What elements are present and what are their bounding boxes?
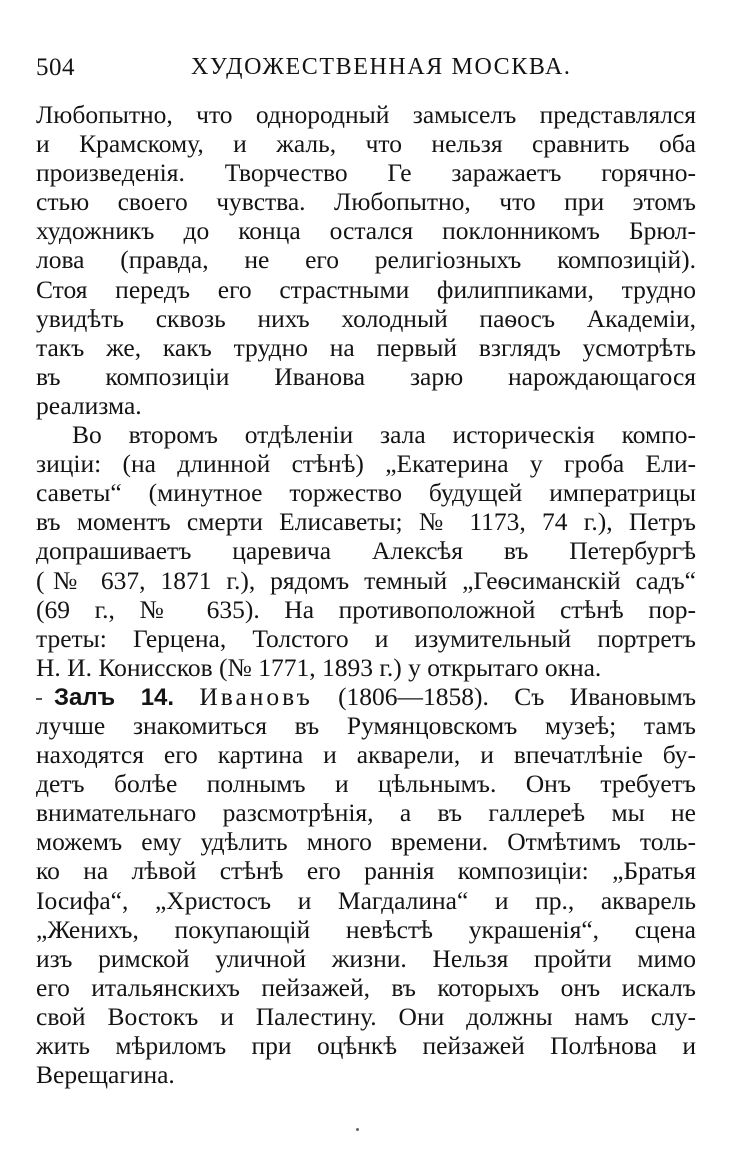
running-title: ХУДОЖЕСТВЕННАЯ МОСКВА. bbox=[191, 54, 572, 80]
text-line: находятся его картина и акварели, и впечатлѣніе бу- bbox=[36, 740, 696, 770]
text-line: и Крамскому, и жаль, что нельзя сравнить оба bbox=[36, 129, 696, 159]
paragraph-hall-14 bbox=[36, 682, 696, 1089]
text-line: (69 г., № 635). На противоположной стѣнѣ пор- bbox=[36, 594, 696, 624]
text-line: Верещагина. bbox=[36, 1060, 175, 1090]
text-line: Іосифа“, „Христосъ и Магдалина“ и пр., акварель bbox=[36, 885, 696, 915]
text-line: детъ болѣе полнымъ и цѣльнымъ. Онъ требуетъ bbox=[36, 769, 696, 799]
text-line: (№ 637, 1871 г.), рядомъ темный „Геѳсиманскій садъ“ bbox=[36, 565, 696, 595]
text-line: стью своего чувства. Любопытно, что при этомъ bbox=[36, 187, 696, 217]
text-line: треты: Герцена, Толстого и изумительный портретъ bbox=[36, 623, 696, 653]
text-line: зиціи: (на длинной стѣнѣ) „Екатерина у гроба Ели- bbox=[36, 449, 696, 479]
text-line: допрашиваетъ царевича Алексѣя въ Петербургѣ bbox=[36, 536, 696, 566]
text-line: увидѣть сквозь нихъ холодный паѳосъ Академіи, bbox=[36, 303, 696, 333]
page-header bbox=[36, 54, 696, 88]
text-line: лучше знакомиться въ Румянцовскомъ музеѣ; тамъ bbox=[36, 710, 696, 740]
text-line: изъ римской уличной жизни. Нельзя пройти мимо bbox=[36, 943, 696, 973]
body-text bbox=[36, 100, 696, 1089]
text-line: внимательнаго разсмотрѣнія, а въ галлереѣ мы не bbox=[36, 798, 696, 828]
text-line: можемъ ему удѣлить много времени. Отмѣтимъ толь- bbox=[36, 827, 696, 857]
text-line: Стоя передъ его страстными филиппиками, трудно bbox=[36, 274, 696, 304]
text-line: саветы“ (минутное торжество будущей императрицы bbox=[36, 478, 696, 508]
paragraph-second-section bbox=[36, 420, 696, 682]
text-line: лова (правда, не его религіозныхъ композицій). bbox=[36, 245, 696, 275]
page-number: 504 bbox=[36, 54, 75, 81]
text-line: ко на лѣвой стѣнѣ его раннія композиціи: „Братья bbox=[36, 856, 696, 886]
text-line: „Женихъ, покупающій невѣстѣ украшенія“, сцена bbox=[36, 914, 696, 944]
text-line: произведенія. Творчество Ге заражаетъ горячно- bbox=[36, 158, 696, 188]
text-line: въ моментъ смерти Елисаветы; № 1173, 74 г.), Петръ bbox=[36, 507, 696, 537]
artist-name: Ивановъ bbox=[199, 681, 313, 711]
hall-heading: Залъ 14. bbox=[54, 683, 175, 711]
text-line: Н. И. Кониссков (№ 1771, 1893 г.) у открытаго окна. bbox=[36, 652, 602, 682]
print-speck bbox=[356, 1128, 359, 1131]
text-line: въ композиціи Иванова зарю нарождающагося bbox=[36, 361, 696, 391]
text-line: свой Востокъ и Палестину. Они должны намъ слу- bbox=[36, 1001, 696, 1031]
text-line: Любопытно, что однородный замыселъ представлялся bbox=[36, 100, 696, 129]
paragraph-ge bbox=[36, 100, 696, 420]
bullet-mark bbox=[36, 698, 42, 700]
text-line bbox=[36, 682, 696, 711]
text-line: реализма. bbox=[36, 390, 142, 420]
text-line: жить мѣриломъ при оцѣнкѣ пейзажей Полѣнова и bbox=[36, 1031, 696, 1060]
text-line: его итальянскихъ пейзажей, въ которыхъ онъ искалъ bbox=[36, 972, 696, 1002]
text-line: художникъ до конца остался поклонникомъ Брюл- bbox=[36, 216, 696, 246]
text-fragment: (1806—1858). Съ Ивановымъ bbox=[338, 681, 697, 711]
text-line: Во второмъ отдѣленіи зала историческія компо- bbox=[72, 420, 696, 450]
text-line: такъ же, какъ трудно на первый взглядъ усмотрѣть bbox=[36, 332, 696, 362]
